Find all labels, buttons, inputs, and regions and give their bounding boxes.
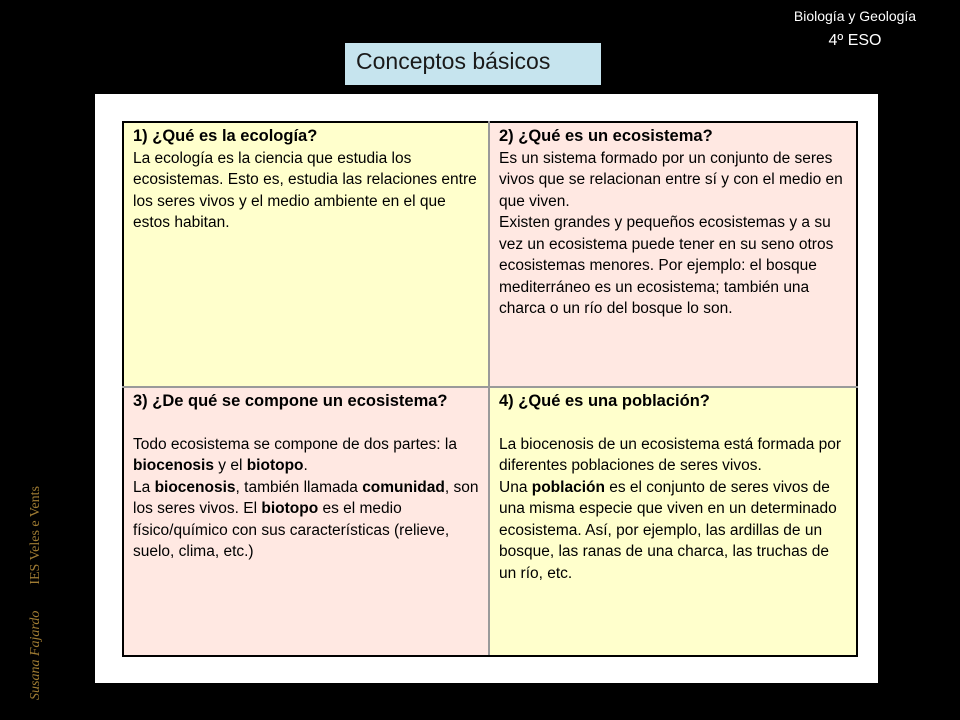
term-biotopo: biotopo [261,500,319,517]
text-segment: y el [213,457,247,474]
answer-ecology: La ecología es la ciencia que estudia los ecosistemas. Esto es, estudia las relaciones entre los seres vivos y el medio ambiente en el que estos habitan. [133,149,477,231]
text-segment: es el conjunto de seres vivos de una misma especie que viven en un determinado ecosistema. Así, por ejemplo, las ardillas de un bosque, las ranas de una charca, las truchas de un río, etc. [499,478,837,582]
question-population: 4) ¿Qué es una población? [499,392,710,410]
concepts-table [122,121,858,657]
text-segment: . [303,457,308,474]
text-segment: es el medio físico/químico con sus características (relieve, suelo, clima, etc.) [133,500,450,560]
cell-ecology [123,122,489,387]
text-segment: La [133,478,155,496]
term-biocenosis: biocenosis [133,457,214,474]
text-segment: Una [499,478,532,496]
text-segment: , también llamada [235,478,363,496]
term-comunidad: comunidad [362,478,445,496]
side-credit [28,486,44,700]
table-row [123,387,857,656]
answer-population-p2 [499,477,848,585]
answer-ecosystem-extra: Existen grandes y pequeños ecosistemas y a su vez un ecosistema puede tener en su seno otros ecosistemas menores. Por ejemplo: el bosque mediterráneo es un ecosistema; también una charca o un río del bosque lo son. [499,214,834,317]
spacer [133,413,480,434]
text-segment: Todo ecosistema se compone de dos partes: la [133,435,457,453]
content-panel [95,94,878,683]
cell-components [123,387,489,656]
answer-population-p1: La biocenosis de un ecosistema está formada por diferentes poblaciones de seres vivos. [499,435,842,474]
cell-population [489,387,857,656]
question-ecology: 1) ¿Qué es la ecología? [133,127,318,145]
subject-label: Biología y Geología [793,8,917,24]
course-label: 4º ESO [828,32,882,49]
term-poblacion: población [531,478,605,496]
school-name: IES Veles e Vents [28,486,43,585]
text-segment: , son los seres vivos. El [133,478,479,517]
author-name: Susana Fajardo [28,610,43,700]
question-ecosystem: 2) ¿Qué es un ecosistema? [499,127,713,145]
term-biotopo: biotopo [246,457,304,474]
spacer [499,413,848,434]
answer-ecosystem: Es un sistema formado por un conjunto de seres vivos que se relacionan entre sí y con el medio en que viven. [499,149,843,210]
answer-components-p1 [133,434,480,477]
table-row [123,122,857,387]
term-biocenosis: biocenosis [154,478,236,496]
answer-components-p2 [133,477,480,563]
cell-ecosystem [489,122,857,387]
page-title: Conceptos básicos [345,43,601,85]
question-components: 3) ¿De qué se compone un ecosistema? [133,392,448,410]
